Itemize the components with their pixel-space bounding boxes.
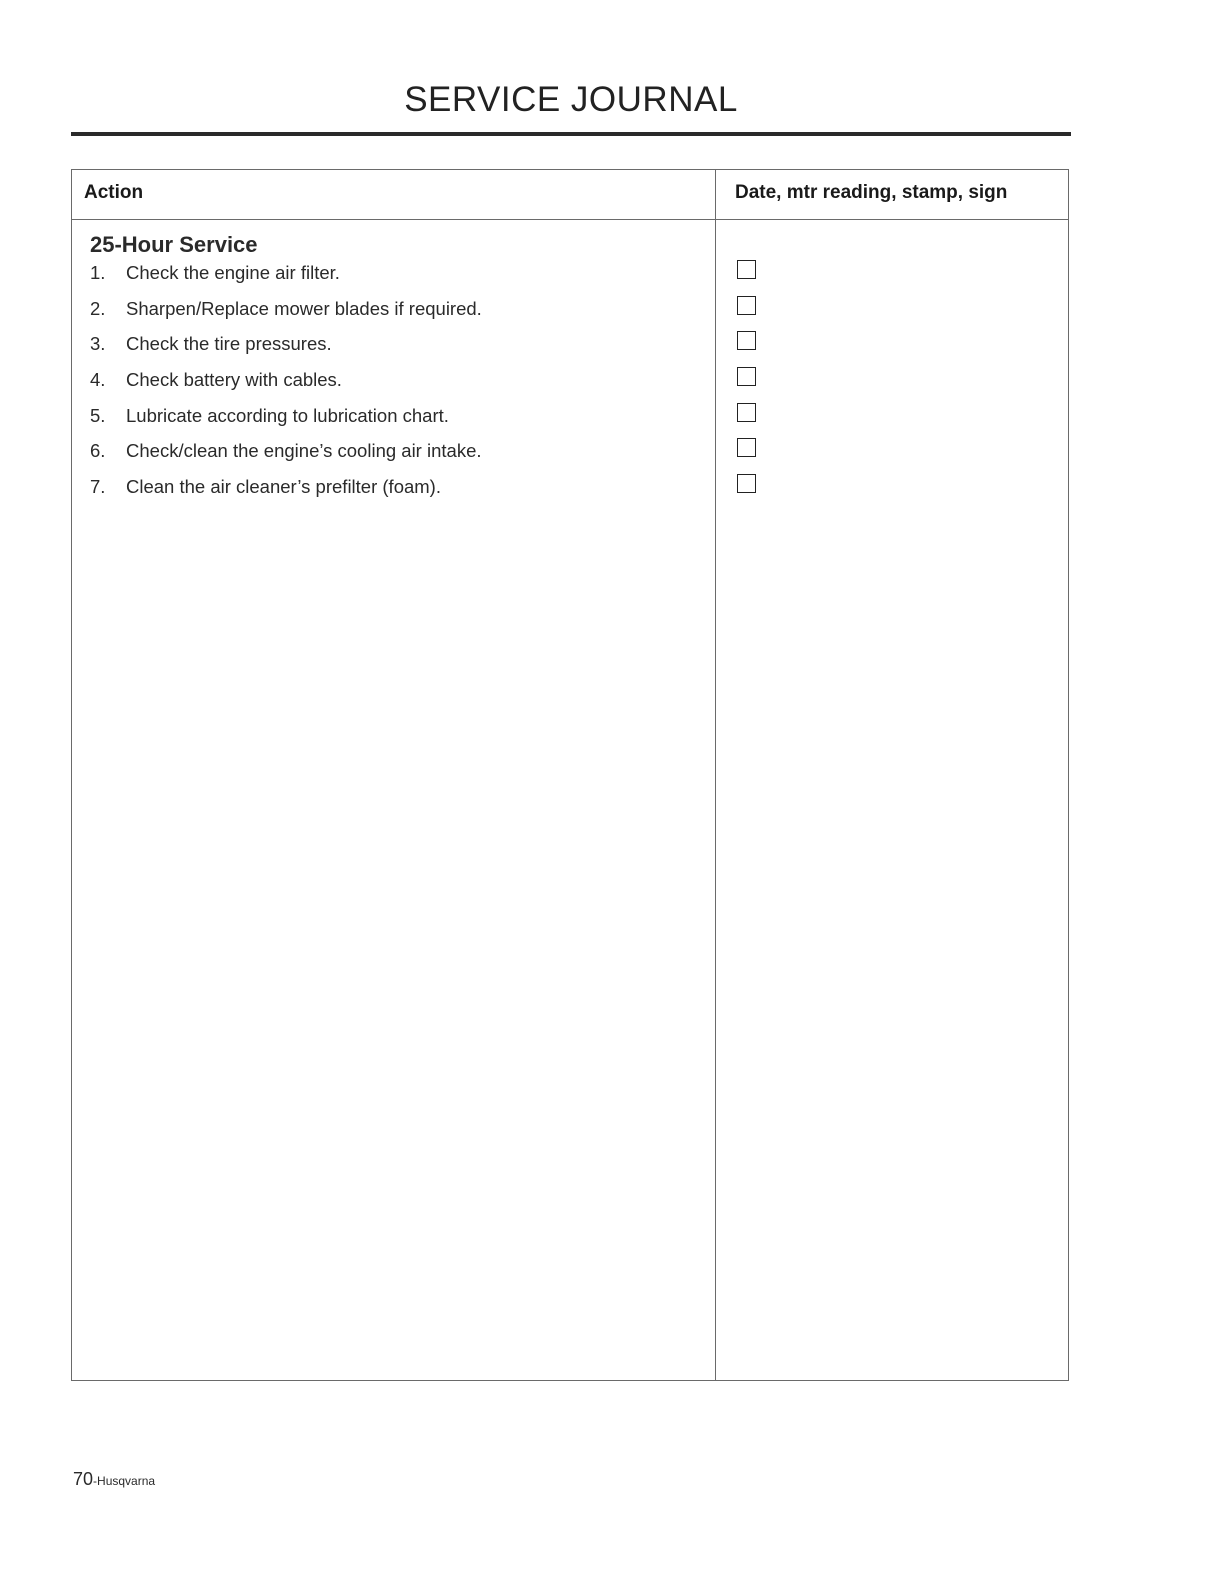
header-action: Action: [84, 182, 144, 203]
task-checkbox[interactable]: [737, 474, 756, 493]
header-date-stamp: Date, mtr reading, stamp, sign: [735, 182, 1008, 203]
task-checkbox[interactable]: [737, 367, 756, 386]
column-divider: [715, 170, 716, 1380]
task-item: [72, 476, 712, 512]
section-heading: 25-Hour Service: [90, 232, 258, 257]
task-text: Clean the air cleaner’s prefilter (foam).: [126, 476, 441, 498]
page-footer: [73, 1469, 155, 1490]
task-number: 7.: [90, 476, 106, 498]
task-number: 1.: [90, 262, 106, 283]
task-item: [72, 262, 712, 298]
table-header-row: [72, 170, 1068, 220]
task-number: 4.: [90, 369, 106, 391]
task-checkbox[interactable]: [737, 296, 756, 315]
task-text: Check battery with cables.: [126, 369, 342, 391]
task-number: 5.: [90, 404, 106, 426]
service-journal-table: [71, 169, 1069, 1381]
task-number: 2.: [90, 297, 106, 319]
task-text: Check the tire pressures.: [126, 333, 332, 355]
task-item: [72, 333, 712, 369]
task-item: [72, 405, 712, 441]
task-number: 3.: [90, 333, 106, 355]
task-item: [72, 440, 712, 476]
page-number: 70: [73, 1469, 94, 1489]
task-text: Lubricate according to lubrication chart.: [126, 404, 449, 426]
task-checkbox[interactable]: [737, 260, 756, 279]
task-number: 6.: [90, 440, 106, 462]
task-checkbox[interactable]: [737, 438, 756, 457]
task-checkbox[interactable]: [737, 403, 756, 422]
task-text: Check/clean the engine’s cooling air intake.: [126, 440, 482, 462]
task-text: Sharpen/Replace mower blades if required.: [126, 297, 482, 319]
task-item: [72, 369, 712, 405]
title-divider: [71, 132, 1071, 136]
task-checkbox[interactable]: [737, 331, 756, 350]
task-item: [72, 298, 712, 334]
page-title: SERVICE JOURNAL: [404, 80, 738, 119]
task-list: [72, 262, 712, 512]
footer-brand: -Husqvarna: [93, 1474, 156, 1488]
task-text: Check the engine air filter.: [126, 262, 340, 283]
